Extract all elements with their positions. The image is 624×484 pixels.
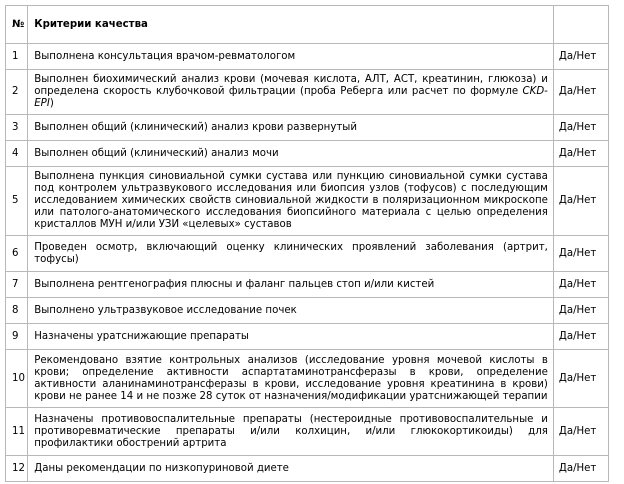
- row-number: 4: [6, 141, 28, 167]
- row-criterion: Назначены уратснижающие препараты: [28, 324, 554, 350]
- row-number: 8: [6, 298, 28, 324]
- row-number: 10: [6, 350, 28, 408]
- header-number: №: [6, 6, 28, 44]
- table-header-row: [6, 6, 609, 44]
- row-answer: Да/Нет: [553, 236, 608, 272]
- row-answer: Да/Нет: [553, 324, 608, 350]
- row-answer: Да/Нет: [553, 456, 608, 482]
- row-answer: Да/Нет: [553, 350, 608, 408]
- table-row: [6, 115, 609, 141]
- row-answer: Да/Нет: [553, 272, 608, 298]
- table-row: [6, 350, 609, 408]
- table-row: [6, 324, 609, 350]
- row-criterion-text-end: ): [49, 98, 54, 109]
- row-number: 1: [6, 44, 28, 70]
- row-criterion: Даны рекомендации по низкопуриновой диете: [28, 456, 554, 482]
- table-row: [6, 167, 609, 236]
- row-criterion: Рекомендовано взятие контрольных анализов (исследование уровня мочевой кислоты в крови; определение активности аспартатаминотрансферазы в крови, определение активности аланинаминотрансферазы в крови, исследование уровня креатинина в крови) крови не ранее 14 и не позже 28 суток от назначения/модификации уратснижающей терапии: [28, 350, 554, 408]
- quality-criteria-table: [5, 5, 609, 482]
- row-number: 5: [6, 167, 28, 236]
- row-number: 3: [6, 115, 28, 141]
- table-row: [6, 70, 609, 115]
- row-number: 2: [6, 70, 28, 115]
- row-answer: Да/Нет: [553, 408, 608, 456]
- row-criterion: [28, 70, 554, 115]
- table-row: [6, 272, 609, 298]
- row-criterion: Выполнена рентгенография плюсны и фаланг пальцев стоп и/или кистей: [28, 272, 554, 298]
- table-row: [6, 141, 609, 167]
- row-answer: Да/Нет: [553, 141, 608, 167]
- row-number: 12: [6, 456, 28, 482]
- row-number: 11: [6, 408, 28, 456]
- row-answer: Да/Нет: [553, 115, 608, 141]
- row-criterion: Проведен осмотр, включающий оценку клинических проявлений заболевания (артрит, тофусы): [28, 236, 554, 272]
- table-row: [6, 408, 609, 456]
- row-answer: Да/Нет: [553, 44, 608, 70]
- row-criterion: Выполнена пункция синовиальной сумки сустава или пункцию синовиальной сумки сустава под контролем ультразвукового исследования или биопсия узлов (тофусов) с последующим исследованием химических свойств синовиальной жидкости в поляризационном микроскопе или патолого-анатомического исследования биопсийного материала с целью определения кристаллов МУН и/или УЗИ «целевых» суставов: [28, 167, 554, 236]
- row-criterion: Выполнен общий (клинический) анализ мочи: [28, 141, 554, 167]
- row-criterion-formula: CKD-EPI: [34, 86, 548, 109]
- row-criterion: Назначены противовоспалительные препараты (нестероидные противовоспалительные и противоревматические препараты и/или колхицин, и/или глюкокортикоиды) для профилактики обострений артрита: [28, 408, 554, 456]
- row-answer: Да/Нет: [553, 167, 608, 236]
- header-criteria: Критерии качества: [28, 6, 554, 44]
- header-answer: [553, 6, 608, 44]
- row-criterion: Выполнена консультация врачом-ревматологом: [28, 44, 554, 70]
- table-row: [6, 456, 609, 482]
- row-number: 6: [6, 236, 28, 272]
- row-criterion-text: Выполнен биохимический анализ крови (мочевая кислота, АЛТ, АСТ, креатинин, глюкоза) и определена скорость клубочковой фильтрации (проба Реберга или расчет по формуле: [34, 74, 548, 97]
- table-row: [6, 44, 609, 70]
- row-number: 7: [6, 272, 28, 298]
- row-criterion: Выполнен общий (клинический) анализ крови развернутый: [28, 115, 554, 141]
- table-row: [6, 236, 609, 272]
- row-criterion: Выполнено ультразвуковое исследование почек: [28, 298, 554, 324]
- row-answer: Да/Нет: [553, 298, 608, 324]
- row-answer: Да/Нет: [553, 70, 608, 115]
- row-number: 9: [6, 324, 28, 350]
- table-row: [6, 298, 609, 324]
